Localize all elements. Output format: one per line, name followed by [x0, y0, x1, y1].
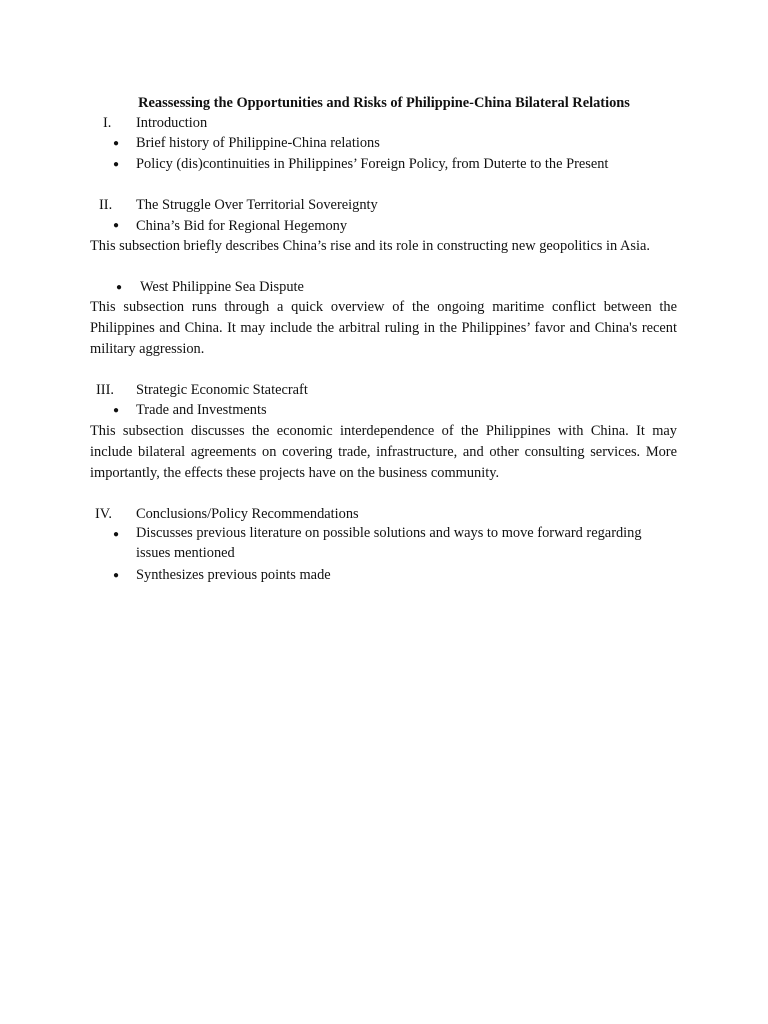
bullet-icon: ● [113, 570, 120, 581]
section-4-bullet-1: Discusses previous literature on possible solutions and ways to move forward regarding issues mentioned [136, 525, 642, 561]
section-2-subsection-1-bullet: China’s Bid for Regional Hegemony [136, 218, 348, 234]
document-title: Reassessing the Opportunities and Risks of Philippine-China Bilateral Relations [138, 95, 630, 111]
bullet-icon: ● [116, 282, 123, 293]
bullet-icon: ● [113, 159, 120, 170]
section-2-subsection-2-bullet: West Philippine Sea Dispute [140, 279, 304, 295]
section-3-subsection-1-bullet: Trade and Investments [136, 402, 267, 418]
section-2-heading: The Struggle Over Territorial Sovereignty [136, 197, 378, 213]
section-1-numeral: I. [103, 115, 112, 131]
section-1-bullet-1: Brief history of Philippine-China relations [136, 135, 380, 151]
section-1-bullet-2: Policy (dis)continuities in Philippines’ Foreign Policy, from Duterte to the Present [136, 156, 609, 172]
section-4-numeral: IV. [95, 506, 112, 522]
bullet-icon: ● [113, 220, 120, 231]
bullet-icon: ● [113, 529, 120, 540]
section-1-heading: Introduction [136, 115, 208, 131]
section-3-heading: Strategic Economic Statecraft [136, 382, 308, 398]
bullet-icon: ● [113, 405, 120, 416]
section-4-bullet-2: Synthesizes previous points made [136, 567, 331, 583]
section-4-heading: Conclusions/Policy Recommendations [136, 506, 359, 522]
section-3-subsection-1-text: This subsection discusses the economic interdependence of the Philippines with China. It may include bilateral agreements on covering trade, infrastructure, and other consulting services. More importantly, the effects these projects have on the business community. [90, 423, 677, 481]
section-3-numeral: III. [96, 382, 114, 398]
section-2-numeral: II. [99, 197, 113, 213]
section-2-subsection-2-text: This subsection runs through a quick overview of the ongoing maritime conflict between the Philippines and China. It may include the arbitral ruling in the Philippines’ favor and China's recent military aggression. [90, 299, 677, 357]
bullet-icon: ● [113, 138, 120, 149]
section-2-subsection-1-text: This subsection briefly describes China’s rise and its role in constructing new geopolitics in Asia. [90, 238, 650, 254]
